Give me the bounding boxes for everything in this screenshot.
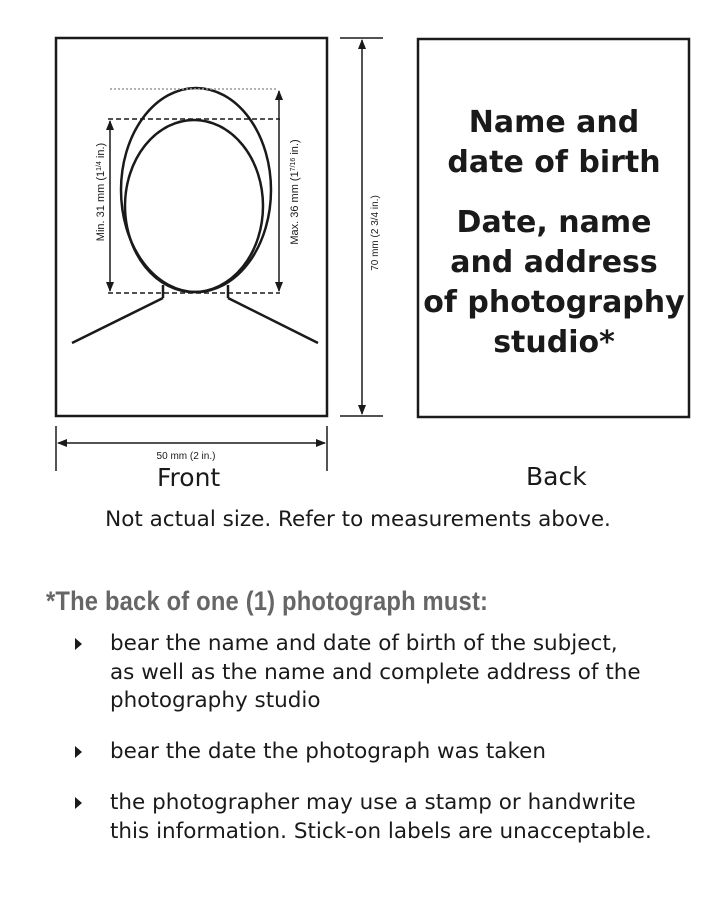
back-studio-text — [418, 203, 690, 363]
back-studio-line-1: Date, name — [456, 205, 652, 240]
back-studio-line-2: and address — [450, 245, 658, 280]
min-head-label: Min. 31 mm ($1^{1/4}$ in.) — [95, 142, 107, 242]
back-name-dob-text — [418, 103, 690, 183]
back-studio-line-4: studio* — [493, 325, 615, 360]
bullet-arrow-icon — [75, 638, 82, 650]
requirement-text: bear the name and date of birth of the subject, as well as the name and complete address of the photography studio — [110, 631, 641, 713]
requirement-text: the photographer may use a stamp or handwrite this information. Stick-on labels are unacceptable. — [110, 790, 652, 844]
max-head-label: Max. 36 mm ($1^{7/16}$ in.) — [289, 139, 301, 245]
bullet-arrow-icon — [75, 797, 82, 809]
requirements-title: *The back of one (1) photograph must: — [46, 586, 489, 616]
back-name-line-1: Name and — [468, 105, 640, 140]
min-head-oval — [125, 120, 263, 292]
width-label: 50 mm (2 in.) — [156, 451, 216, 462]
requirement-text: bear the date the photograph was taken — [110, 739, 546, 764]
front-caption: Front — [157, 463, 221, 492]
back-studio-line-3: of photography — [423, 285, 685, 320]
bullet-arrow-icon — [75, 746, 82, 758]
back-name-line-2: date of birth — [447, 145, 661, 180]
shoulder-right — [228, 298, 318, 343]
shoulder-left — [72, 298, 163, 343]
not-actual-size-note: Not actual size. Refer to measurements above. — [105, 507, 611, 532]
back-caption: Back — [526, 462, 587, 491]
height-label: 70 mm (2 3/4 in.) — [370, 195, 381, 271]
